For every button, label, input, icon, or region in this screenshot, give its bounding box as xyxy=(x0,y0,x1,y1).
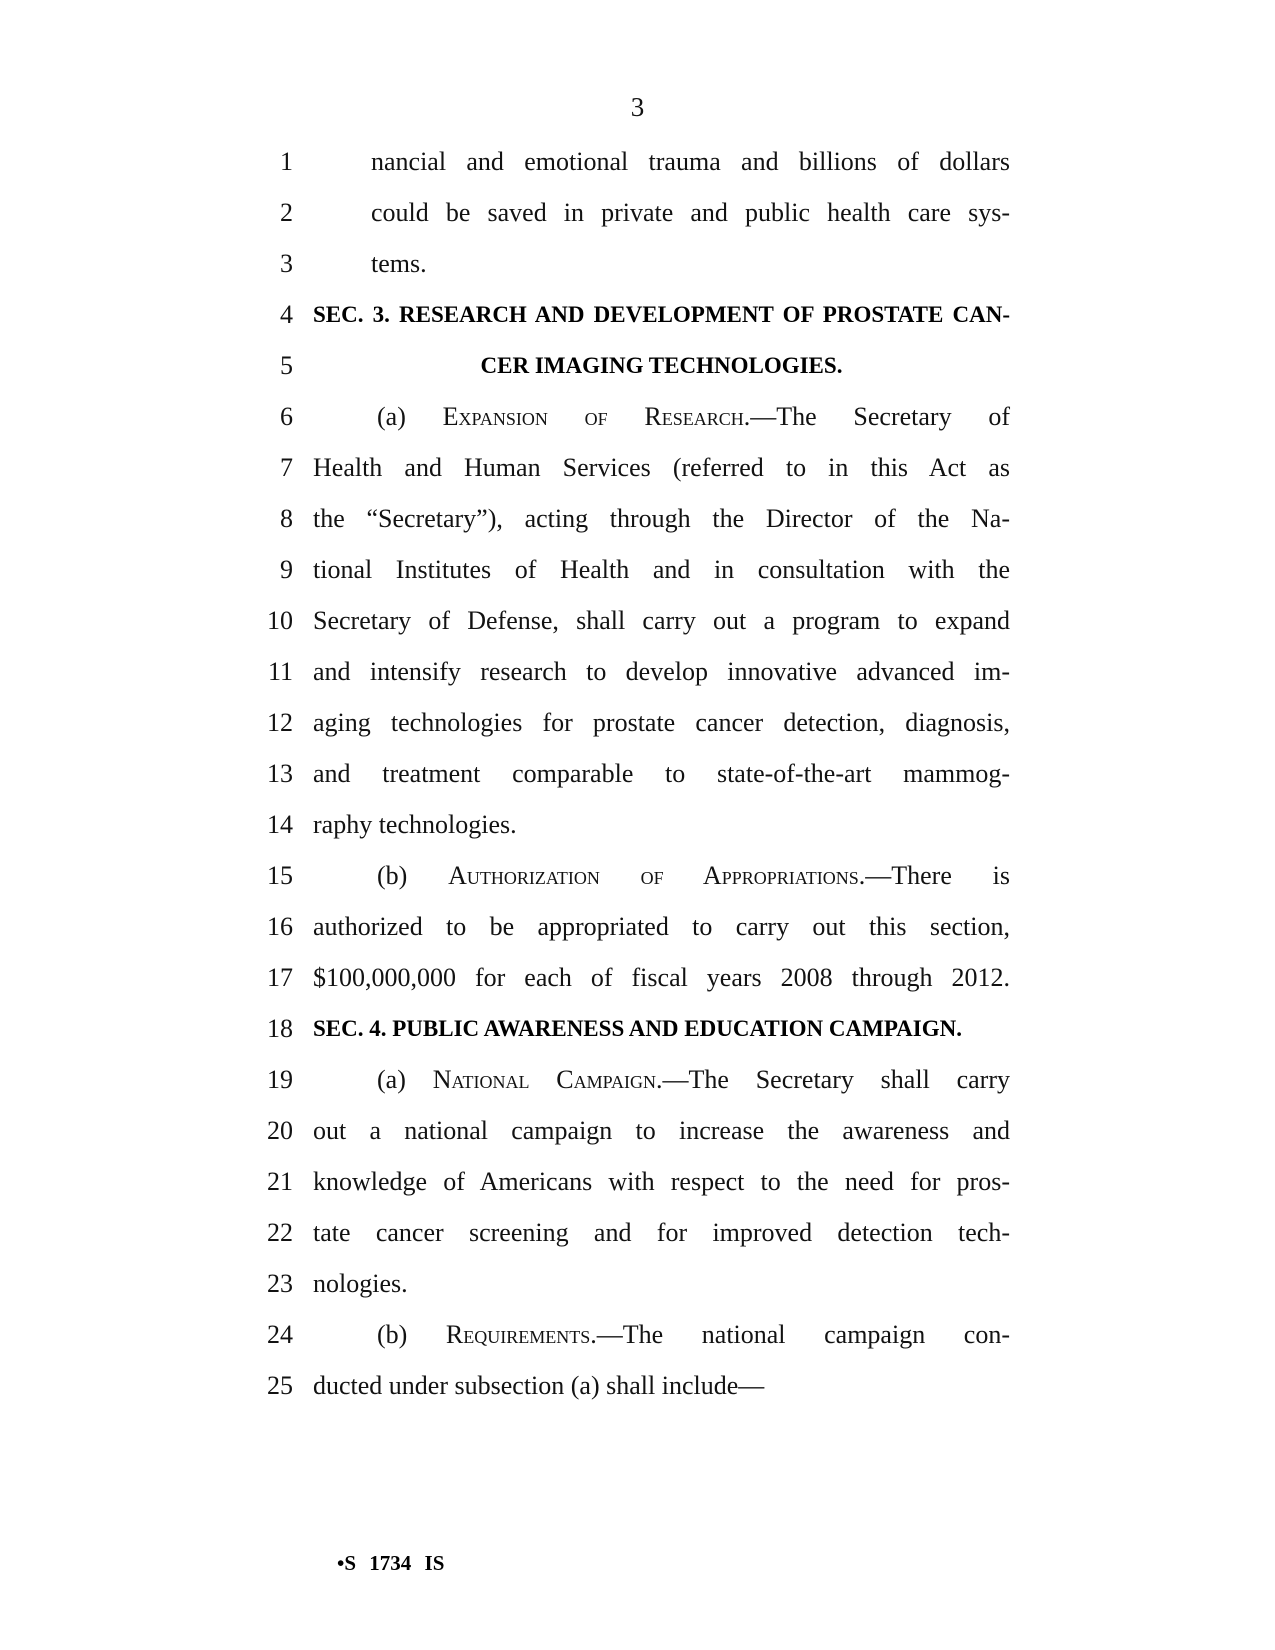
line-number: 2 xyxy=(280,198,293,227)
line-row xyxy=(0,187,1275,238)
line-row xyxy=(0,748,1275,799)
line-number: 3 xyxy=(280,249,293,278)
text-run: out a national campaign to increase the awareness and xyxy=(313,1116,1010,1145)
bill-footer-designation: •S 1734 IS xyxy=(337,1551,445,1575)
text-run: $100,000,000 for each of fiscal years 2008 through 2012. xyxy=(313,963,1010,992)
line-number: 16 xyxy=(267,912,293,941)
line-row xyxy=(0,952,1275,1003)
line-text xyxy=(371,136,1010,187)
text-run: and intensify research to develop innovative advanced im- xyxy=(313,657,1010,686)
text-run: SEC. 3. RESEARCH AND DEVELOPMENT OF PROSTATE CAN- xyxy=(313,302,1010,327)
line-row xyxy=(0,136,1275,187)
text-run: authorized to be appropriated to carry out this section, xyxy=(313,912,1010,941)
line-row xyxy=(0,697,1275,748)
line-row xyxy=(0,442,1275,493)
line-text xyxy=(313,493,1010,544)
line-text xyxy=(313,1054,1010,1105)
line-text xyxy=(313,391,1010,442)
small-caps-run: Authorization of Appropriations xyxy=(448,861,859,890)
line-row xyxy=(0,289,1275,340)
line-number: 5 xyxy=(280,351,293,380)
line-number: 15 xyxy=(267,861,293,890)
text-run: ducted under subsection (a) shall include— xyxy=(313,1371,765,1400)
line-number: 1 xyxy=(280,147,293,176)
text-run: aging technologies for prostate cancer detection, diagnosis, xyxy=(313,708,1010,737)
line-text xyxy=(313,748,1010,799)
line-text xyxy=(313,1105,1010,1156)
line-number: 11 xyxy=(267,657,293,686)
line-number: 7 xyxy=(280,453,293,482)
bill-text-body xyxy=(0,136,1275,1411)
line-text xyxy=(313,901,1010,952)
line-number: 24 xyxy=(267,1320,293,1349)
text-run: .—The Secretary of xyxy=(743,402,1011,431)
line-text xyxy=(313,799,1010,850)
text-run: tems. xyxy=(371,249,427,278)
text-run: knowledge of Americans with respect to the need for pros- xyxy=(313,1167,1010,1196)
line-number: 21 xyxy=(267,1167,293,1196)
line-row xyxy=(0,1105,1275,1156)
line-row xyxy=(0,1360,1275,1411)
line-text xyxy=(313,1156,1010,1207)
line-text xyxy=(371,238,1010,289)
line-number: 17 xyxy=(267,963,293,992)
small-caps-run: Expansion of Research xyxy=(442,402,744,431)
line-row xyxy=(0,1156,1275,1207)
line-text xyxy=(313,442,1010,493)
page-number: 3 xyxy=(630,92,645,122)
small-caps-run: Requirements xyxy=(445,1320,591,1349)
text-run: (b) xyxy=(377,861,449,890)
line-row xyxy=(0,238,1275,289)
line-text xyxy=(313,1003,1010,1054)
text-run: could be saved in private and public health care sys- xyxy=(371,198,1010,227)
line-text xyxy=(313,340,1010,391)
text-run: Health and Human Services (referred to in this Act as xyxy=(313,453,1010,482)
line-text xyxy=(313,850,1010,901)
line-number: 9 xyxy=(280,555,293,584)
small-caps-run: National Campaign xyxy=(432,1065,656,1094)
text-run: CER IMAGING TECHNOLOGIES. xyxy=(480,353,843,378)
text-run: the “Secretary”), acting through the Director of the Na- xyxy=(313,504,1010,533)
line-row xyxy=(0,1258,1275,1309)
text-run: (a) xyxy=(377,402,443,431)
line-number: 8 xyxy=(280,504,293,533)
text-run: nancial and emotional trauma and billions of dollars xyxy=(371,147,1010,176)
line-text xyxy=(313,1207,1010,1258)
line-number: 10 xyxy=(267,606,293,635)
line-row xyxy=(0,646,1275,697)
line-number: 4 xyxy=(280,300,293,329)
line-number: 20 xyxy=(267,1116,293,1145)
line-text xyxy=(313,1360,1010,1411)
line-number: 22 xyxy=(267,1218,293,1247)
line-text xyxy=(313,952,1010,1003)
line-text xyxy=(313,544,1010,595)
text-run: (a) xyxy=(377,1065,433,1094)
line-text xyxy=(313,1309,1010,1360)
line-number: 23 xyxy=(267,1269,293,1298)
line-row xyxy=(0,799,1275,850)
line-row xyxy=(0,1054,1275,1105)
line-row xyxy=(0,340,1275,391)
text-run: tional Institutes of Health and in consultation with the xyxy=(313,555,1010,584)
text-run: .—The national campaign con- xyxy=(590,1320,1010,1349)
line-text xyxy=(313,595,1010,646)
line-text xyxy=(371,187,1010,238)
text-run: Secretary of Defense, shall carry out a program to expand xyxy=(313,606,1010,635)
line-number: 13 xyxy=(267,759,293,788)
line-number: 18 xyxy=(267,1014,293,1043)
line-row xyxy=(0,595,1275,646)
line-number: 25 xyxy=(267,1371,293,1400)
text-run: .—There is xyxy=(858,861,1010,890)
text-run: and treatment comparable to state-of-the-art mammog- xyxy=(313,759,1010,788)
line-row xyxy=(0,901,1275,952)
line-number: 12 xyxy=(267,708,293,737)
line-row xyxy=(0,1003,1275,1054)
line-number: 19 xyxy=(267,1065,293,1094)
text-run: tate cancer screening and for improved detection tech- xyxy=(313,1218,1010,1247)
line-text xyxy=(313,289,1010,340)
line-number: 6 xyxy=(280,402,293,431)
line-row xyxy=(0,850,1275,901)
line-text xyxy=(313,1258,1010,1309)
line-row xyxy=(0,1309,1275,1360)
text-run: (b) xyxy=(377,1320,446,1349)
line-text xyxy=(313,646,1010,697)
text-run: SEC. 4. PUBLIC AWARENESS AND EDUCATION CAMPAIGN. xyxy=(313,1016,962,1041)
line-text xyxy=(313,697,1010,748)
line-row xyxy=(0,1207,1275,1258)
text-run: nologies. xyxy=(313,1269,408,1298)
text-run: raphy technologies. xyxy=(313,810,517,839)
line-row xyxy=(0,391,1275,442)
line-row xyxy=(0,493,1275,544)
text-run: .—The Secretary shall carry xyxy=(655,1065,1010,1094)
line-row xyxy=(0,544,1275,595)
line-number: 14 xyxy=(267,810,293,839)
